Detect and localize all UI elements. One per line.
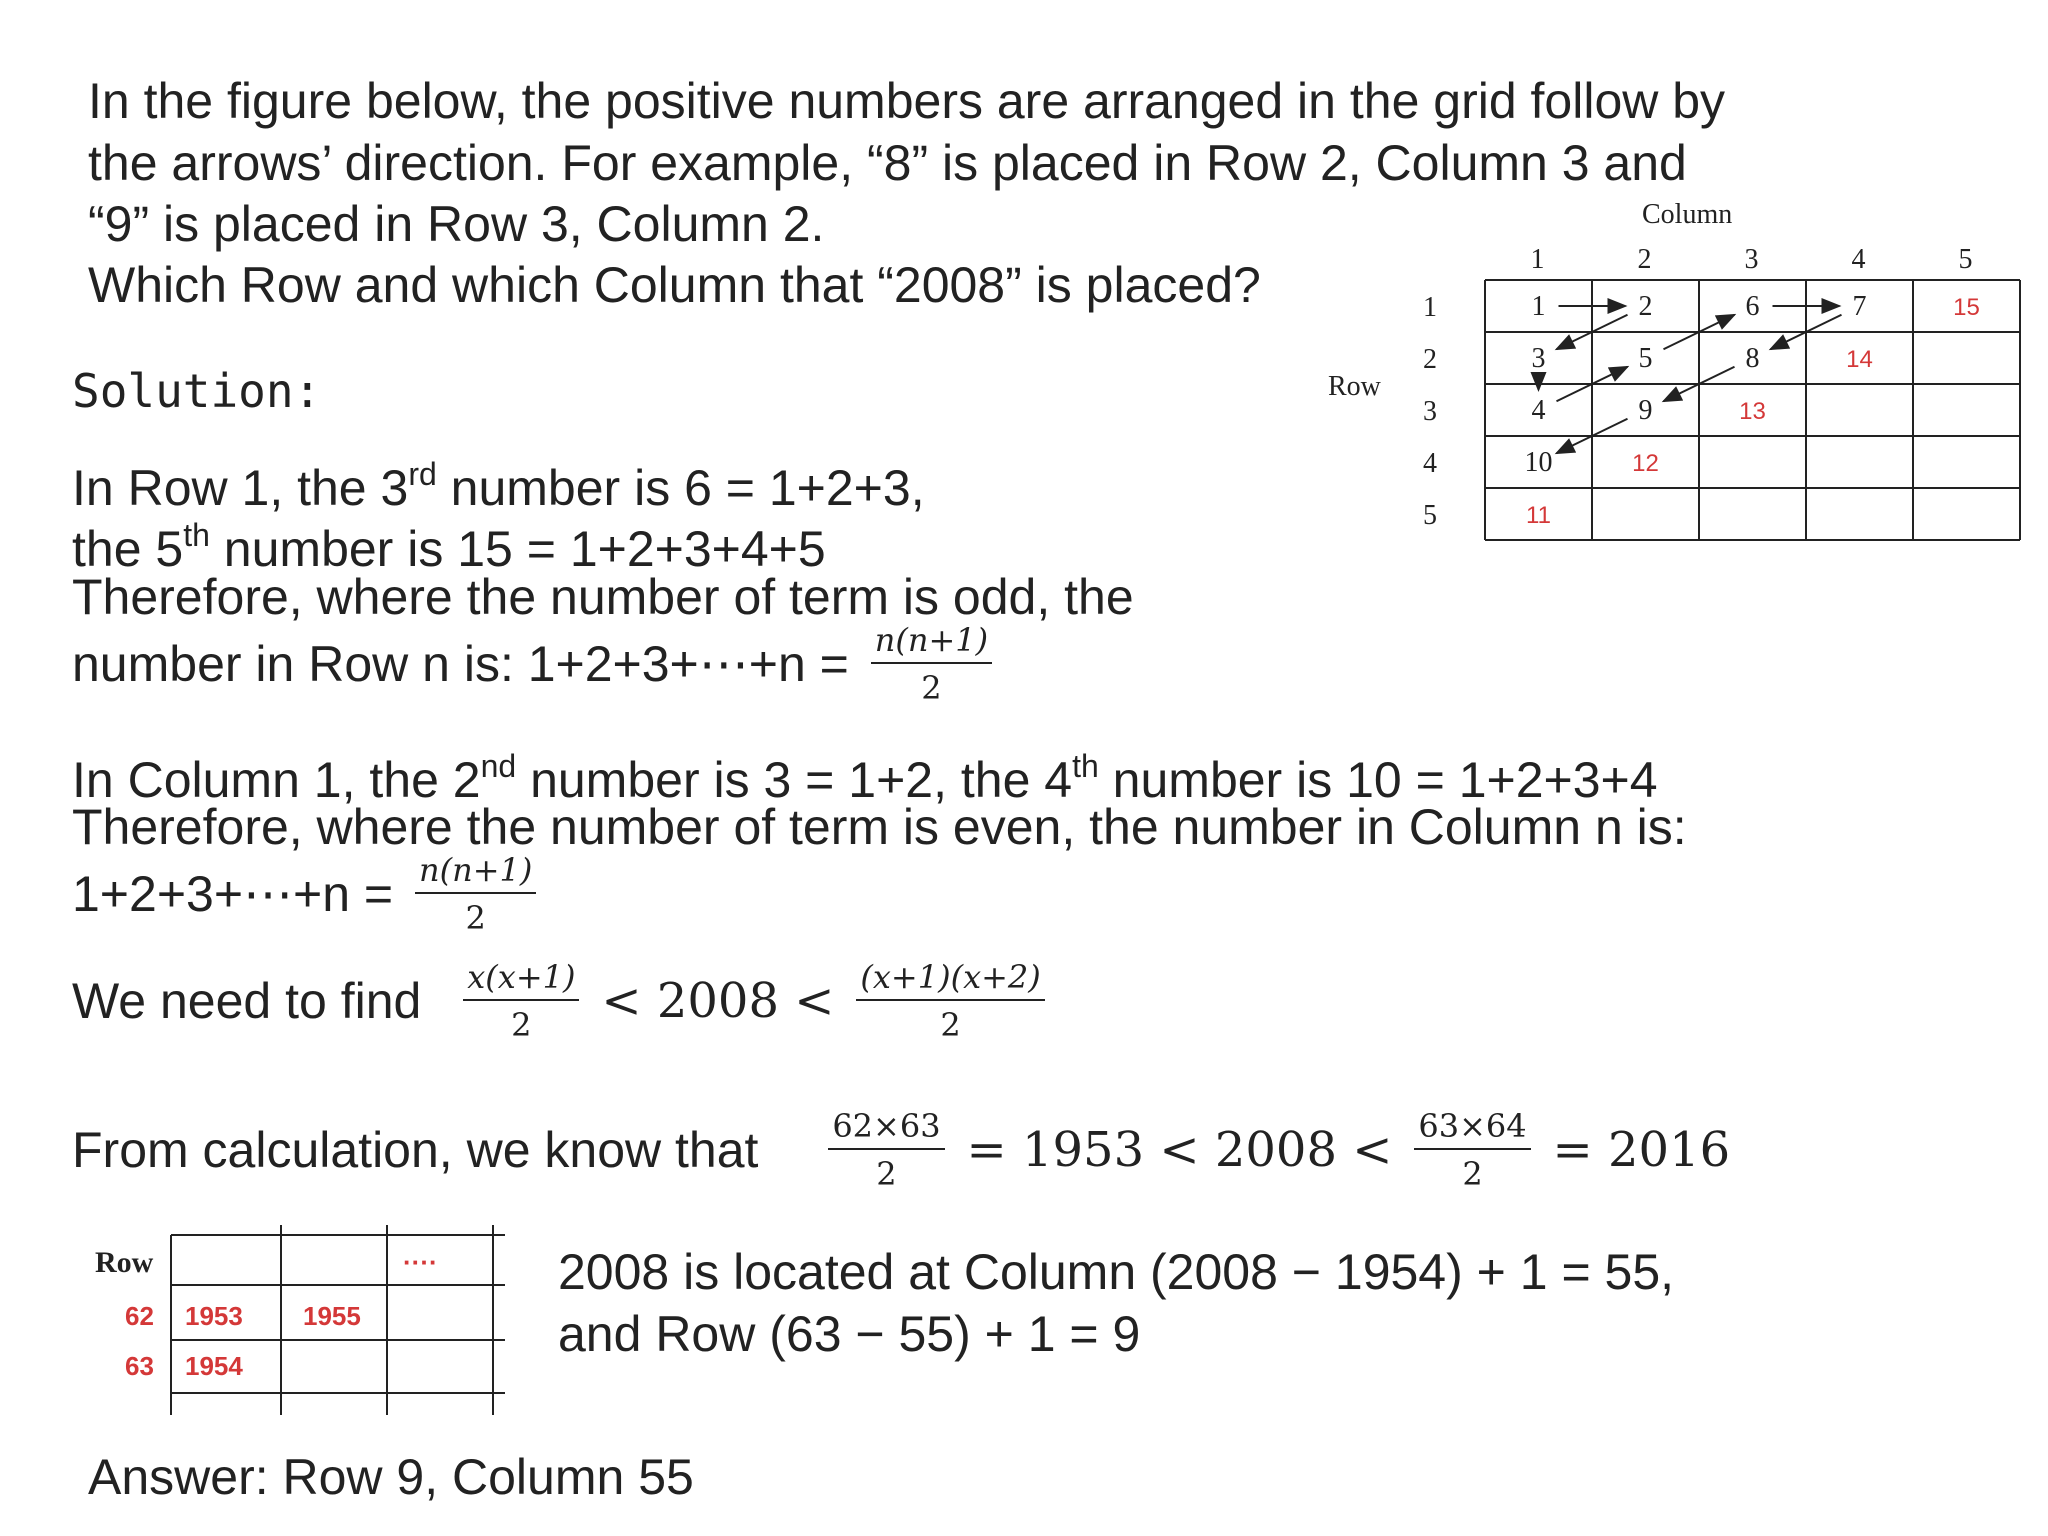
location-line-1: 2008 is located at Column (2008 − 1954) + 1 = 55, <box>558 1244 1675 1300</box>
row-number-1: 1 <box>1423 292 1437 323</box>
solution-row-line-2: the 5th number is 15 = 1+2+3+4+5 <box>72 517 826 577</box>
solution-col-line-2: Therefore, where the number of term is even, the number in Column n is: <box>72 799 1687 855</box>
grid-cell-9: 9 <box>1638 395 1653 426</box>
solution-row-line-1: In Row 1, the 3rd number is 6 = 1+2+3, <box>72 456 925 516</box>
find-inequality-line: We need to find $\frac{x(x+1)}{2}$ < 2008 < $\frac{(x+1)(x+2)}{2}$ <box>72 957 1053 1067</box>
grid-svg <box>1310 195 2048 555</box>
grid-cell-4: 4 <box>1531 395 1546 426</box>
row-number-5: 5 <box>1423 500 1437 531</box>
row-number-3: 3 <box>1423 396 1437 427</box>
solution-col-line-1: In Column 1, the 2nd number is 3 = 1+2, the 4th number is 10 = 1+2+3+4 <box>72 748 1658 808</box>
fraction-n: $\frac{n(n+1)}{2}$ <box>871 620 992 708</box>
problem-line-4: Which Row and which Column that “2008” is placed? <box>88 257 1261 313</box>
grid-cell-10: 10 <box>1524 447 1553 478</box>
grid-cell-7: 7 <box>1852 291 1867 322</box>
column-number-5: 5 <box>1958 244 1973 275</box>
mini-row-62: 62 <box>125 1301 154 1331</box>
problem-line-1: In the figure below, the positive numbers are arranged in the grid follow by <box>88 73 1726 129</box>
grid-cell-11: 11 <box>1526 502 1551 529</box>
grid-cell-15: 15 <box>1953 294 1980 321</box>
fraction-62-63: $\frac{62\times 63}{2}$ <box>828 1106 944 1194</box>
column-number-2: 2 <box>1637 244 1652 275</box>
answer-line: Answer: Row 9, Column 55 <box>88 1449 694 1505</box>
solution-col-line-3: 1+2+3+⋯+n = $\frac{n(n+1)}{2}$ <box>72 850 544 950</box>
fraction-n-column: $\frac{n(n+1)}{2}$ <box>415 850 536 938</box>
column-number-3: 3 <box>1744 244 1759 275</box>
grid-cell-13: 13 <box>1739 398 1766 425</box>
grid-cell-6: 6 <box>1745 291 1760 322</box>
solution-row-line-4: number in Row n is: 1+2+3+⋯+n = $\frac{n(n+1)}{2}$ <box>72 620 1000 720</box>
column-number-1: 1 <box>1530 244 1545 275</box>
fraction-x-plus-1: $\frac{(x+1)(x+2)}{2}$ <box>856 957 1044 1045</box>
row-number-2: 2 <box>1423 344 1437 375</box>
fraction-x: $\frac{x(x+1)}{2}$ <box>463 957 579 1045</box>
solution-heading: Solution: <box>72 364 322 418</box>
problem-line-2: the arrows’ direction. For example, “8” is placed in Row 2, Column 3 and <box>88 135 1687 191</box>
grid-cell-1: 1 <box>1531 291 1546 322</box>
grid-cell-12: 12 <box>1632 450 1659 477</box>
grid-cell-2: 2 <box>1638 291 1653 322</box>
fraction-63-64: $\frac{63\times 64}{2}$ <box>1414 1106 1530 1194</box>
mini-cell-1953: 1953 <box>185 1301 243 1331</box>
row-number-4: 4 <box>1423 448 1437 479</box>
calculation-line: From calculation, we know that $\frac{62\times 63}{2}$ = 1953 < 2008 < $\frac{63\times 64}{2}$ = 2016 <box>72 1107 1731 1193</box>
mini-ellipsis: ···· <box>403 1247 438 1277</box>
row-label: Row <box>1328 371 1381 402</box>
location-line-2: and Row (63 − 55) + 1 = 9 <box>558 1306 1141 1362</box>
mini-cell-1955: 1955 <box>303 1301 361 1331</box>
mini-cell-1954: 1954 <box>185 1351 243 1381</box>
problem-line-3: “9” is placed in Row 3, Column 2. <box>88 196 825 252</box>
arrangement-grid-figure <box>1310 195 2048 555</box>
mini-row-label: Row <box>95 1246 154 1279</box>
column-number-4: 4 <box>1851 244 1866 275</box>
grid-cell-8: 8 <box>1745 343 1760 374</box>
mini-row-63: 63 <box>125 1351 154 1381</box>
grid-cell-14: 14 <box>1846 346 1873 373</box>
solution-row-line-3: Therefore, where the number of term is odd, the <box>72 569 1134 625</box>
mini-table-svg <box>85 1215 525 1415</box>
grid-cell-5: 5 <box>1638 343 1653 374</box>
grid-cell-3: 3 <box>1531 343 1546 374</box>
mini-row-table <box>85 1215 525 1415</box>
column-label: Column <box>1642 199 1733 230</box>
